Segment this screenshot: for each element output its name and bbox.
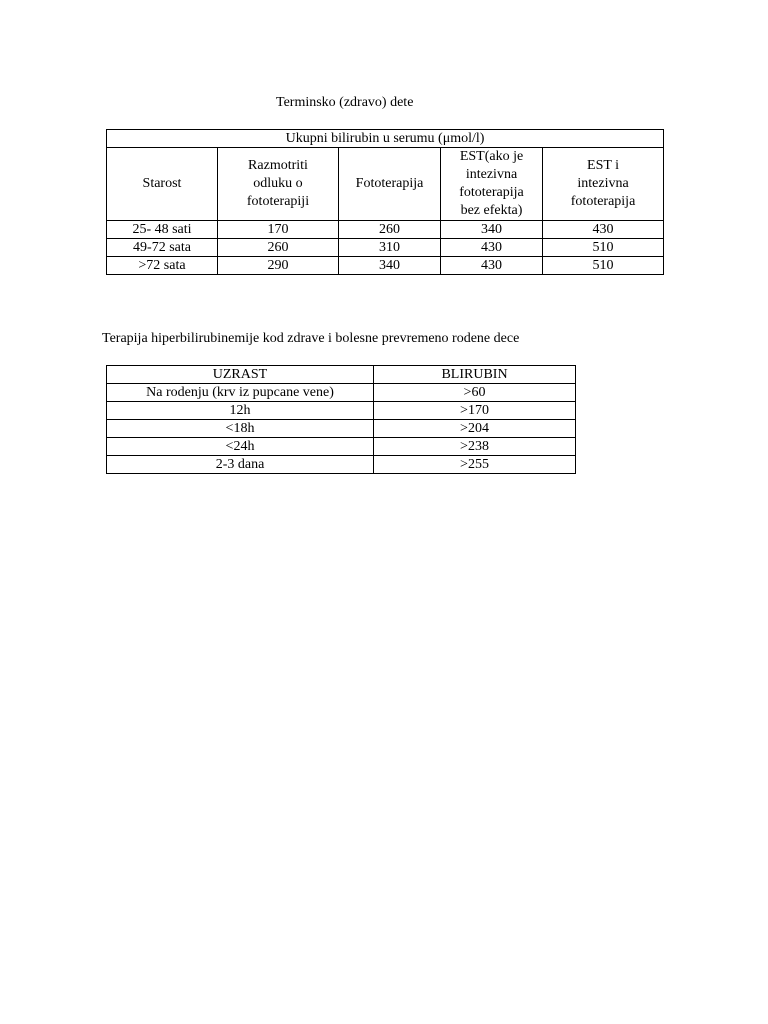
table-header-row	[107, 366, 576, 384]
table-header-span-row	[107, 130, 664, 148]
table-row	[107, 456, 576, 474]
table-cell: 340	[441, 221, 543, 239]
column-header-starost: Starost	[107, 148, 218, 221]
table-cell: 430	[441, 239, 543, 257]
table-cell: 260	[218, 239, 339, 257]
table-cell: 430	[543, 221, 664, 239]
table-cell: 170	[218, 221, 339, 239]
table-cell: 260	[339, 221, 441, 239]
table-header-row	[107, 148, 664, 221]
table2-title: Terapija hiperbilirubinemije kod zdrave i bolesne prevremeno rodene dece	[102, 331, 520, 346]
table-cell: >204	[374, 420, 576, 438]
table1-title: Terminsko (zdravo) dete	[276, 95, 414, 110]
table-cell: 510	[543, 257, 664, 275]
column-header-blirubin: BLIRUBIN	[374, 366, 576, 384]
table-cell: >255	[374, 456, 576, 474]
table-cell: 290	[218, 257, 339, 275]
table-cell: <24h	[107, 438, 374, 456]
table-cell: <18h	[107, 420, 374, 438]
column-header-est-intensive: EST i intezivna fototerapija	[543, 148, 664, 221]
table-cell: 430	[441, 257, 543, 275]
column-header-uzrast: UZRAST	[107, 366, 374, 384]
table-row	[107, 402, 576, 420]
table-cell: >170	[374, 402, 576, 420]
table-row	[107, 438, 576, 456]
table-cell: 340	[339, 257, 441, 275]
table-cell: 12h	[107, 402, 374, 420]
table-cell: Na rodenju (krv iz pupcane vene)	[107, 384, 374, 402]
table-row	[107, 257, 664, 275]
table-cell: >72 sata	[107, 257, 218, 275]
table-cell: 510	[543, 239, 664, 257]
table-cell: >60	[374, 384, 576, 402]
column-header-razmotriti: Razmotriti odluku o fototerapiji	[218, 148, 339, 221]
table-cell: 310	[339, 239, 441, 257]
column-header-fototerapija: Fototerapija	[339, 148, 441, 221]
table-cell: 49-72 sata	[107, 239, 218, 257]
column-header-est-conditional: EST(ako je intezivna fototerapija bez efekta)	[441, 148, 543, 221]
table-row	[107, 384, 576, 402]
table-span-header: Ukupni bilirubin u serumu (μmol/l)	[107, 130, 664, 148]
bilirubin-threshold-table	[106, 129, 664, 275]
table-cell: >238	[374, 438, 576, 456]
table-row	[107, 221, 664, 239]
preterm-bilirubin-table	[106, 365, 576, 474]
table-row	[107, 239, 664, 257]
table-row	[107, 420, 576, 438]
table-cell: 2-3 dana	[107, 456, 374, 474]
table-cell: 25- 48 sati	[107, 221, 218, 239]
